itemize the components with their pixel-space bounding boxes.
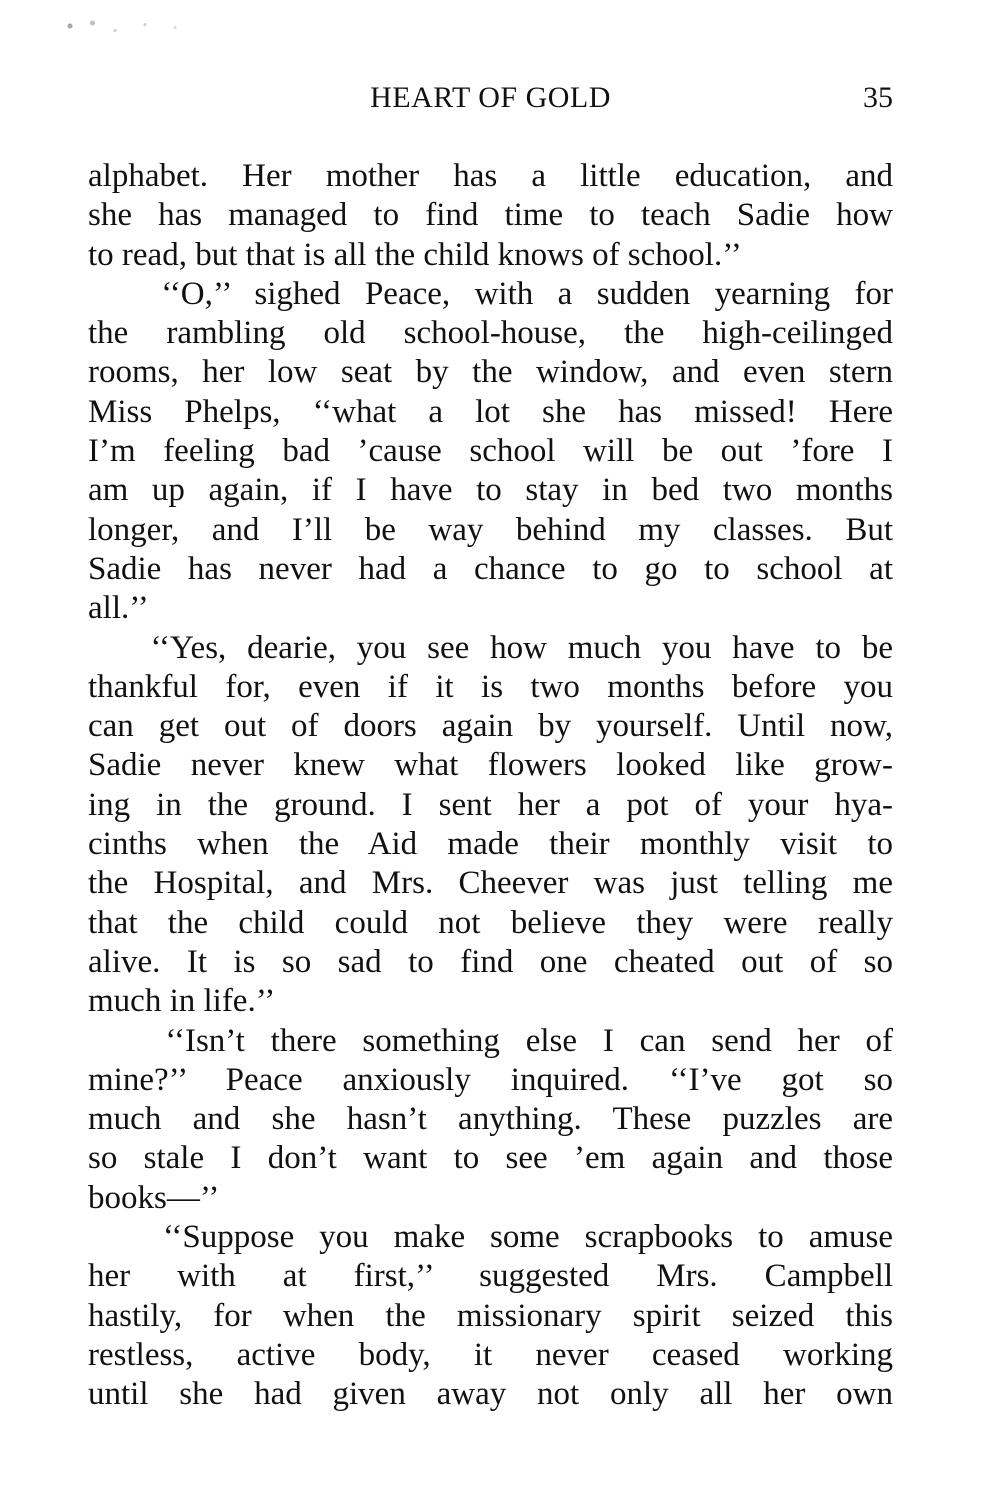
text-line: Sadie never knew what flowers looked like grow- bbox=[88, 747, 893, 784]
text-line: she has managed to find time to teach Sadie how bbox=[88, 197, 893, 234]
body-text bbox=[88, 157, 893, 1415]
text-line: mine?’’ Peace anxiously inquired. ‘‘I’ve got so bbox=[88, 1061, 893, 1098]
text-line: I’m feeling bad ’cause school will be out ’fore I bbox=[88, 433, 893, 470]
text-line: longer, and I’ll be way behind my classes. But bbox=[88, 511, 893, 548]
text-line: alive. It is so sad to find one cheated out of so bbox=[88, 943, 893, 980]
text-line: until she had given away not only all her own bbox=[88, 1376, 893, 1413]
text-line: ‘‘Suppose you make some scrapbooks to amuse bbox=[88, 1219, 893, 1256]
text-line: to read, but that is all the child knows of school.’’ bbox=[88, 236, 742, 273]
page-number: 35 bbox=[863, 81, 893, 114]
text-line: Miss Phelps, ‘‘what a lot she has missed! Here bbox=[88, 393, 893, 430]
text-line: that the child could not believe they were really bbox=[88, 904, 893, 941]
text-line: ‘‘Isn’t there something else I can send her of bbox=[88, 1022, 893, 1059]
text-line: hastily, for when the missionary spirit seized this bbox=[88, 1297, 893, 1334]
running-title: HEART OF GOLD bbox=[370, 81, 611, 114]
text-line: books—’’ bbox=[88, 1179, 220, 1216]
text-line: her with at first,’’ suggested Mrs. Campbell bbox=[88, 1258, 893, 1295]
text-line: all.’’ bbox=[88, 590, 149, 627]
scan-smudge bbox=[55, 14, 205, 44]
text-line: much in life.’’ bbox=[88, 983, 276, 1020]
text-line: am up again, if I have to stay in bed two months bbox=[88, 472, 893, 509]
text-line: rooms, her low seat by the window, and even stern bbox=[88, 354, 893, 391]
text-line: ‘‘O,’’ sighed Peace, with a sudden yearning for bbox=[88, 275, 893, 312]
text-line: restless, active body, it never ceased working bbox=[88, 1336, 893, 1373]
text-line: so stale I don’t want to see ’em again and those bbox=[88, 1140, 893, 1177]
text-line: can get out of doors again by yourself. Until now, bbox=[88, 708, 893, 745]
text-line: ‘‘Yes, dearie, you see how much you have to be bbox=[88, 629, 893, 666]
text-line: Sadie has never had a chance to go to school at bbox=[88, 550, 893, 587]
text-line: the Hospital, and Mrs. Cheever was just telling me bbox=[88, 865, 893, 902]
text-line: thankful for, even if it is two months before you bbox=[88, 668, 893, 705]
text-line: alphabet. Her mother has a little education, and bbox=[88, 158, 893, 194]
text-line: cinths when the Aid made their monthly visit to bbox=[88, 826, 893, 863]
text-line: the rambling old school-house, the high-ceilinged bbox=[88, 315, 893, 352]
text-line: much and she hasn’t anything. These puzzles are bbox=[88, 1101, 893, 1138]
text-line: ing in the ground. I sent her a pot of your hya- bbox=[88, 786, 893, 823]
page-header bbox=[88, 78, 893, 118]
